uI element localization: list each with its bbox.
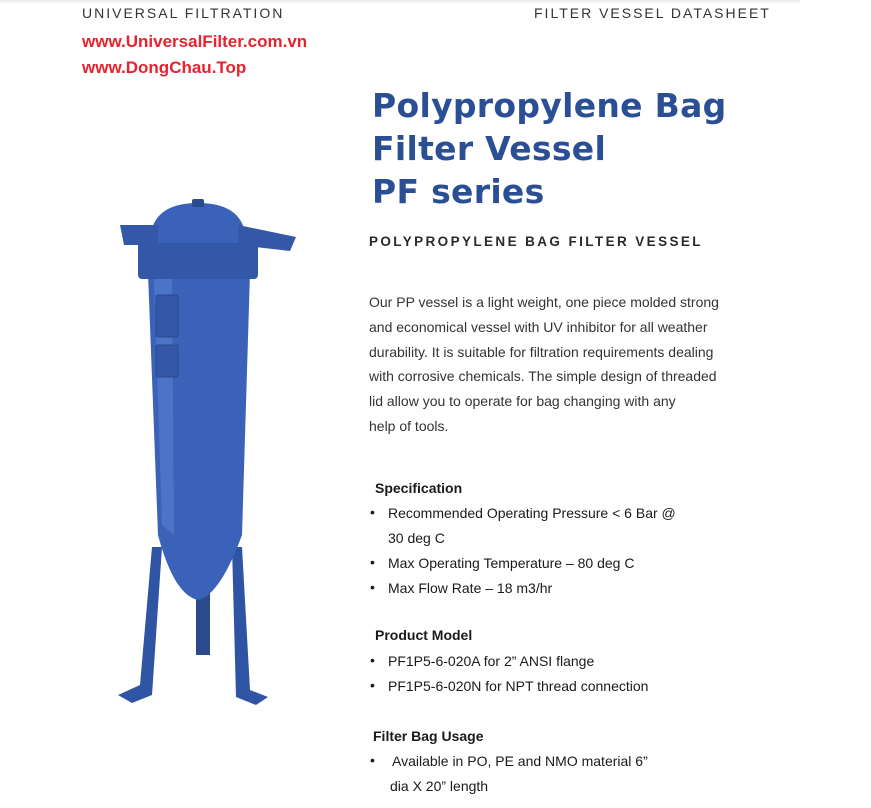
list-item-text: Max Flow Rate – 18 m3/hr bbox=[388, 580, 553, 596]
title-line: Polypropylene Bag bbox=[372, 86, 727, 125]
website-link-dongchau[interactable]: www.DongChau.Top bbox=[82, 58, 247, 77]
title-line: Filter Vessel bbox=[372, 129, 607, 168]
product-model-heading: Product Model bbox=[375, 627, 473, 643]
bullet: • bbox=[370, 554, 375, 570]
description-line: Our PP vessel is a light weight, one piece molded strong bbox=[369, 294, 719, 310]
bullet: • bbox=[370, 504, 375, 520]
list-item-continuation: dia X 20” length bbox=[390, 778, 489, 794]
list-item-text: Max Operating Temperature – 80 deg C bbox=[388, 555, 635, 571]
list-item-text: Recommended Operating Pressure < 6 Bar @ bbox=[388, 505, 676, 521]
vessel-lid-dome bbox=[150, 203, 246, 243]
bullet: • bbox=[370, 652, 375, 668]
filter-bag-usage-heading: Filter Bag Usage bbox=[373, 728, 484, 744]
page-title bbox=[372, 84, 842, 213]
vessel-left-leg bbox=[118, 547, 162, 703]
vessel-lid-knob bbox=[192, 199, 204, 207]
list-item-text: Available in PO, PE and NMO material 6” bbox=[392, 753, 648, 769]
vessel-label-panel-upper bbox=[156, 295, 178, 337]
list-item-continuation: 30 deg C bbox=[388, 530, 445, 546]
bullet: • bbox=[370, 579, 375, 595]
bullet: • bbox=[370, 677, 375, 693]
header-doc-type: FILTER VESSEL DATASHEET bbox=[534, 5, 771, 21]
description-line: help of tools. bbox=[369, 417, 449, 434]
description-line: and economical vessel with UV inhibitor for all weather bbox=[369, 318, 708, 335]
vessel-image bbox=[110, 195, 310, 715]
vessel-lid-handle-left bbox=[120, 225, 158, 245]
list-item-text: PF1P5-6-020A for 2” ANSI flange bbox=[388, 653, 595, 669]
header-company: UNIVERSAL FILTRATION bbox=[82, 5, 285, 21]
description-line: with corrosive chemicals. The simple design of threaded bbox=[369, 368, 717, 385]
title-line: PF series bbox=[372, 172, 545, 211]
specification-heading: Specification bbox=[375, 480, 463, 496]
list-item-text: PF1P5-6-020N for NPT thread connection bbox=[388, 678, 649, 694]
vessel-label-panel-lower bbox=[156, 345, 178, 377]
description-line: lid allow you to operate for bag changing with any bbox=[369, 393, 676, 410]
bullet: • bbox=[370, 752, 375, 768]
description-line: durability. It is suitable for filtration requirements dealing bbox=[369, 343, 714, 360]
section-subtitle: POLYPROPYLENE BAG FILTER VESSEL bbox=[369, 234, 703, 249]
vessel-right-leg bbox=[232, 547, 268, 705]
website-link-universal[interactable]: www.UniversalFilter.com.vn bbox=[82, 32, 308, 51]
product-description bbox=[369, 290, 789, 439]
top-divider bbox=[0, 0, 800, 4]
